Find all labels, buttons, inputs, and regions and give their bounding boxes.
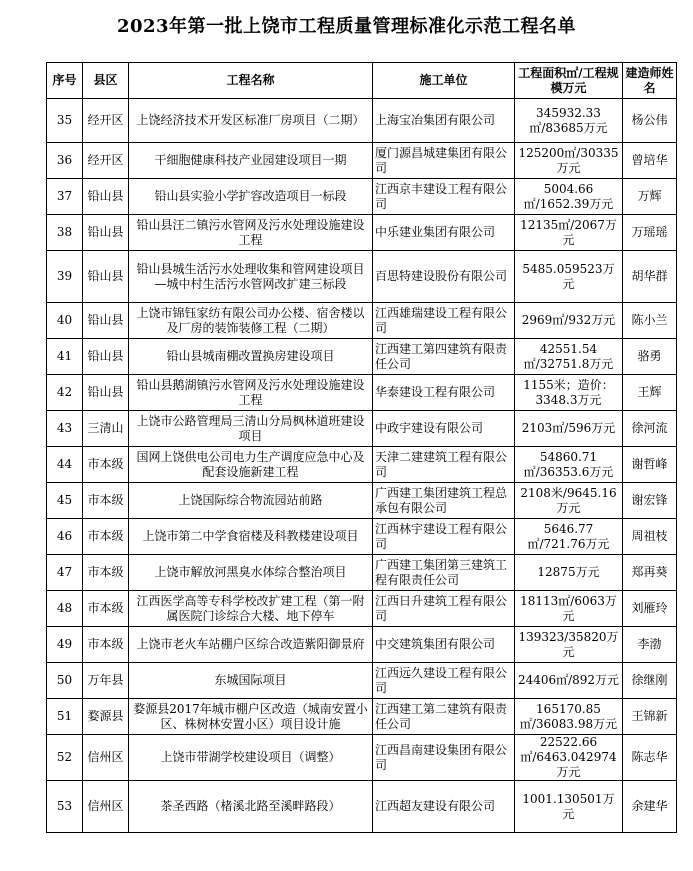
table-row — [47, 735, 677, 781]
cell-seq: 42 — [47, 375, 83, 411]
cell-contractor: 中乐建业集团有限公司 — [373, 215, 515, 251]
table-row — [47, 411, 677, 447]
cell-contractor: 上海宝冶集团有限公司 — [373, 99, 515, 143]
header-manager: 建造师姓名 — [623, 63, 677, 99]
cell-county: 市本级 — [83, 555, 129, 591]
table-row — [47, 447, 677, 483]
cell-contractor: 江西京丰建设工程有限公司 — [373, 179, 515, 215]
cell-manager: 徐河流 — [623, 411, 677, 447]
cell-manager: 王辉 — [623, 375, 677, 411]
cell-project: 江西医学高等专科学校改扩建工程（第一附属医院门诊综合大楼、地下停车 — [129, 591, 373, 627]
cell-county: 铅山县 — [83, 251, 129, 303]
table-row — [47, 663, 677, 699]
cell-scale: 18113㎡/6063万元 — [515, 591, 623, 627]
cell-seq: 45 — [47, 483, 83, 519]
cell-contractor: 中交建筑集团有限公司 — [373, 627, 515, 663]
cell-project: 东城国际项目 — [129, 663, 373, 699]
cell-manager: 李渤 — [623, 627, 677, 663]
cell-manager: 胡华群 — [623, 251, 677, 303]
cell-seq: 43 — [47, 411, 83, 447]
cell-scale: 139323/35820万元 — [515, 627, 623, 663]
cell-scale: 5646.77㎡/721.76万元 — [515, 519, 623, 555]
cell-scale: 1001.130501万元 — [515, 781, 623, 833]
cell-seq: 48 — [47, 591, 83, 627]
cell-scale: 1155米；造价：3348.3万元 — [515, 375, 623, 411]
table-row — [47, 251, 677, 303]
table-row — [47, 215, 677, 251]
cell-project: 上饶市第二中学食宿楼及科教楼建设项目 — [129, 519, 373, 555]
cell-project: 上饶经济技术开发区标准厂房项目（二期） — [129, 99, 373, 143]
cell-scale: 5004.66㎡/1652.39万元 — [515, 179, 623, 215]
cell-project: 上饶市锦钰家纺有限公司办公楼、宿舍楼以及厂房的装饰装修工程（二期） — [129, 303, 373, 339]
cell-scale: 2103㎡/596万元 — [515, 411, 623, 447]
cell-seq: 52 — [47, 735, 83, 781]
cell-scale: 22522.66㎡/6463.042974万元 — [515, 735, 623, 781]
cell-project: 婺源县2017年城市棚户区改造（城南安置小区、株树林安置小区）项目设计施 — [129, 699, 373, 735]
cell-county: 铅山县 — [83, 339, 129, 375]
cell-project: 上饶市公路管理局三清山分局枫林道班建设项目 — [129, 411, 373, 447]
table-row — [47, 303, 677, 339]
cell-manager: 周祖枝 — [623, 519, 677, 555]
cell-seq: 53 — [47, 781, 83, 833]
cell-contractor: 广西建工集团建筑工程总承包有限公司 — [373, 483, 515, 519]
table-row — [47, 375, 677, 411]
cell-seq: 47 — [47, 555, 83, 591]
header-contractor: 施工单位 — [373, 63, 515, 99]
cell-county: 市本级 — [83, 591, 129, 627]
cell-scale: 12875万元 — [515, 555, 623, 591]
cell-manager: 曾培华 — [623, 143, 677, 179]
header-scale: 工程面积㎡/工程规模万元 — [515, 63, 623, 99]
cell-contractor: 江西昌南建设集团有限公司 — [373, 735, 515, 781]
cell-scale: 12135㎡/2067万元 — [515, 215, 623, 251]
table-row — [47, 519, 677, 555]
cell-county: 婺源县 — [83, 699, 129, 735]
cell-project: 上饶市老火车站棚户区综合改造紫阳御景府 — [129, 627, 373, 663]
cell-contractor: 天津二建建筑工程有限公司 — [373, 447, 515, 483]
cell-scale: 345932.33㎡/83685万元 — [515, 99, 623, 143]
cell-county: 市本级 — [83, 627, 129, 663]
header-county: 县区 — [83, 63, 129, 99]
cell-manager: 陈志华 — [623, 735, 677, 781]
cell-seq: 40 — [47, 303, 83, 339]
cell-scale: 5485.059523万元 — [515, 251, 623, 303]
cell-contractor: 江西建工第四建筑有限责任公司 — [373, 339, 515, 375]
cell-project: 铅山县城南棚改置换房建设项目 — [129, 339, 373, 375]
cell-manager: 余建华 — [623, 781, 677, 833]
header-project: 工程名称 — [129, 63, 373, 99]
cell-county: 经开区 — [83, 99, 129, 143]
cell-contractor: 江西建工第二建筑有限责任公司 — [373, 699, 515, 735]
cell-manager: 谢哲峰 — [623, 447, 677, 483]
cell-manager: 万瑶瑶 — [623, 215, 677, 251]
cell-manager: 杨公伟 — [623, 99, 677, 143]
cell-scale: 24406㎡/892万元 — [515, 663, 623, 699]
cell-scale: 2969㎡/932万元 — [515, 303, 623, 339]
cell-scale: 2108米/9645.16万元 — [515, 483, 623, 519]
cell-contractor: 江西雄瑞建设工程有限公司 — [373, 303, 515, 339]
table-header-row — [47, 63, 677, 99]
cell-project: 铅山县鹅湖镇污水管网及污水处理设施建设工程 — [129, 375, 373, 411]
cell-seq: 38 — [47, 215, 83, 251]
cell-contractor: 江西远久建设工程有限公司 — [373, 663, 515, 699]
table-row — [47, 591, 677, 627]
table-row — [47, 99, 677, 143]
page-title: 2023年第一批上饶市工程质量管理标准化示范工程名单 — [116, 16, 577, 37]
cell-manager: 徐继刚 — [623, 663, 677, 699]
cell-seq: 41 — [47, 339, 83, 375]
table-row — [47, 339, 677, 375]
cell-county: 铅山县 — [83, 375, 129, 411]
cell-manager: 王锦新 — [623, 699, 677, 735]
cell-project: 铅山县实验小学扩容改造项目一标段 — [129, 179, 373, 215]
cell-contractor: 广西建工集团第三建筑工程有限责任公司 — [373, 555, 515, 591]
cell-seq: 36 — [47, 143, 83, 179]
cell-seq: 50 — [47, 663, 83, 699]
project-table — [46, 62, 677, 833]
cell-seq: 49 — [47, 627, 83, 663]
cell-project: 上饶国际综合物流园站前路 — [129, 483, 373, 519]
cell-county: 市本级 — [83, 519, 129, 555]
cell-manager: 陈小兰 — [623, 303, 677, 339]
cell-seq: 35 — [47, 99, 83, 143]
table-row — [47, 143, 677, 179]
cell-scale: 165170.85㎡/36083.98万元 — [515, 699, 623, 735]
cell-contractor: 江西超友建设有限公司 — [373, 781, 515, 833]
cell-project: 干细胞健康科技产业园建设项目一期 — [129, 143, 373, 179]
table-row — [47, 483, 677, 519]
table-row — [47, 627, 677, 663]
cell-manager: 谢宏锋 — [623, 483, 677, 519]
cell-county: 铅山县 — [83, 179, 129, 215]
cell-county: 市本级 — [83, 447, 129, 483]
header-seq: 序号 — [47, 63, 83, 99]
cell-project: 铅山县汪二镇污水管网及污水处理设施建设工程 — [129, 215, 373, 251]
cell-project: 国网上饶供电公司电力生产调度应急中心及配套设施新建工程 — [129, 447, 373, 483]
table-row — [47, 555, 677, 591]
table-row — [47, 699, 677, 735]
cell-contractor: 江西日升建筑工程有限公司 — [373, 591, 515, 627]
cell-project: 上饶市带湖学校建设项目（调整） — [129, 735, 373, 781]
cell-contractor: 百思特建设股份有限公司 — [373, 251, 515, 303]
cell-seq: 39 — [47, 251, 83, 303]
cell-manager: 万辉 — [623, 179, 677, 215]
cell-manager: 郑再葵 — [623, 555, 677, 591]
cell-manager: 刘雁玲 — [623, 591, 677, 627]
cell-county: 市本级 — [83, 483, 129, 519]
cell-contractor: 中政宇建设有限公司 — [373, 411, 515, 447]
cell-county: 信州区 — [83, 735, 129, 781]
cell-county: 经开区 — [83, 143, 129, 179]
cell-county: 信州区 — [83, 781, 129, 833]
cell-contractor: 华泰建设工程有限公司 — [373, 375, 515, 411]
cell-county: 万年县 — [83, 663, 129, 699]
cell-county: 铅山县 — [83, 303, 129, 339]
cell-scale: 125200㎡/30335万元 — [515, 143, 623, 179]
cell-project: 铅山县城生活污水处理收集和管网建设项目—城中村生活污水管网改扩建三标段 — [129, 251, 373, 303]
cell-seq: 46 — [47, 519, 83, 555]
cell-scale: 54860.71㎡/36353.6万元 — [515, 447, 623, 483]
cell-scale: 42551.54㎡/32751.8万元 — [515, 339, 623, 375]
cell-seq: 37 — [47, 179, 83, 215]
cell-seq: 44 — [47, 447, 83, 483]
cell-contractor: 厦门源昌城建集团有限公司 — [373, 143, 515, 179]
table-row — [47, 781, 677, 833]
cell-project: 上饶市解放河黑臭水体综合整治项目 — [129, 555, 373, 591]
cell-county: 三清山 — [83, 411, 129, 447]
cell-seq: 51 — [47, 699, 83, 735]
cell-manager: 骆勇 — [623, 339, 677, 375]
table-row — [47, 179, 677, 215]
cell-project: 茶圣西路（楮溪北路至溪畔路段） — [129, 781, 373, 833]
cell-county: 铅山县 — [83, 215, 129, 251]
cell-contractor: 江西林宇建设工程有限公司 — [373, 519, 515, 555]
